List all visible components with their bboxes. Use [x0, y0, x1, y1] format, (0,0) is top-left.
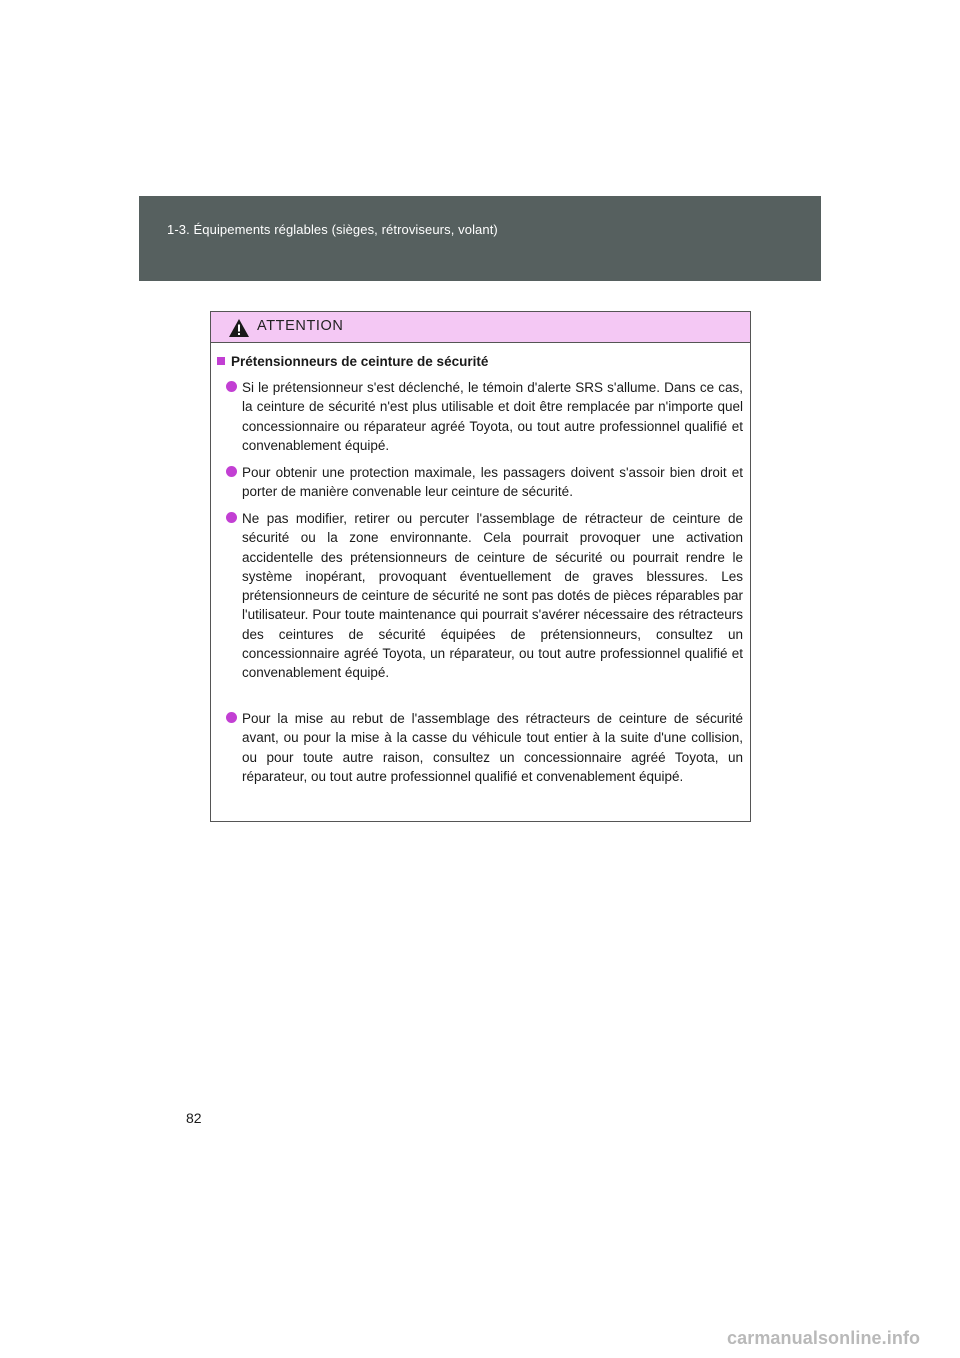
- section-title-text: Prétensionneurs de ceinture de sécurité: [231, 354, 489, 369]
- watermark: carmanualsonline.info: [727, 1328, 921, 1348]
- bullet-dot-icon: [226, 712, 237, 723]
- attention-label: ATTENTION: [257, 318, 344, 334]
- bullet-dot-icon: [226, 381, 237, 392]
- list-item: [226, 709, 743, 786]
- list-item-text: Ne pas modifier, retirer ou percuter l'assemblage de rétracteur de ceinture de sécurité ou la zone environnante. Cela pourrait provoquer une activation accidentelle des prétensionneurs de ceinture de sécurité ou pourrait rendre le système inopérant, provoquant éventuellement de graves blessures. Les prétensionneurs de ceinture de sécurité ne sont pas dotés de pièces réparables par l'utilisateur. Pour toute maintenance qui pourrait s'avérer nécessaire des rétracteurs des ceintures de sécurité équipées de prétensionneurs, consultez un concessionnaire agréé Toyota, un réparateur, ou tout autre professionnel qualifié et convenablement équipé.: [242, 511, 743, 681]
- page-number: 82: [186, 1110, 202, 1126]
- chapter-title: 1-3. Équipements réglables (sièges, rétroviseurs, volant): [167, 222, 498, 237]
- chapter-header-bar: [139, 196, 821, 281]
- attention-box: [210, 311, 751, 822]
- list-item: [226, 463, 743, 502]
- bullet-dot-icon: [226, 466, 237, 477]
- list-item: [226, 509, 743, 683]
- attention-header: [211, 312, 750, 343]
- warning-triangle-icon: [228, 318, 250, 338]
- list-item-text: Si le prétensionneur s'est déclenché, le témoin d'alerte SRS s'allume. Dans ce cas, la ceinture de sécurité n'est plus utilisable et doit être remplacée par n'importe quel concessionnaire ou réparateur agréé Toyota, ou tout autre professionnel qualifié et convenablement équipé.: [242, 380, 743, 453]
- square-bullet-icon: [217, 357, 225, 365]
- list-item-text: Pour obtenir une protection maximale, les passagers doivent s'assoir bien droit et porter de manière convenable leur ceinture de sécurité.: [242, 465, 743, 500]
- section-title: [217, 354, 488, 369]
- list-item: [226, 378, 743, 455]
- list-item-text: Pour la mise au rebut de l'assemblage des rétracteurs de ceinture de sécurité avant, ou pour la mise à la casse du véhicule tout entier à la suite d'une collision, ou pour toute autre raison, consultez un concessionnaire agréé Toyota, un réparateur, ou tout autre professionnel qualifié et convenablement équipé.: [242, 711, 743, 784]
- bullet-dot-icon: [226, 512, 237, 523]
